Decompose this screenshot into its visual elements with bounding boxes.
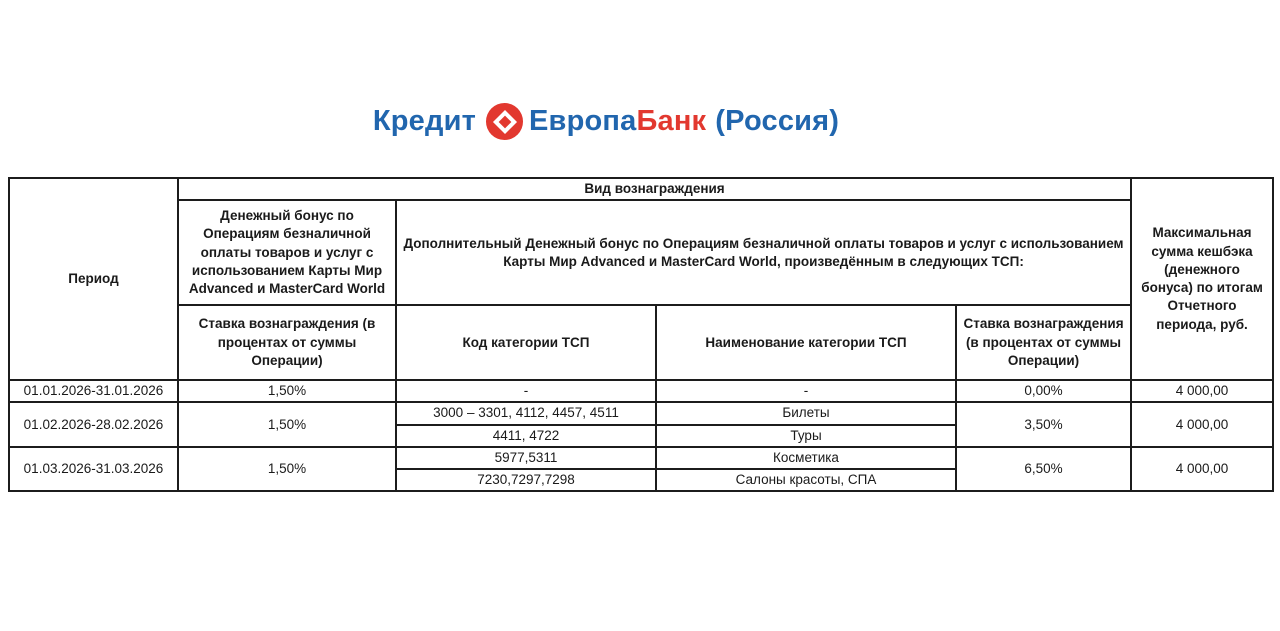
header-base-rate-cell: Ставка вознаграждения (в процентах от суммы Операции) <box>178 305 396 380</box>
header-additional-bonus-cell: Дополнительный Денежный бонус по Операциям безналичной оплаты товаров и услуг с использованием Карты Мир Advanced и MasterCard World, произведённым в следующих ТСП: <box>396 200 1131 305</box>
table-row-february <box>9 402 1273 424</box>
table-row-march <box>9 447 1273 469</box>
max-cashback-cell: 4 000,00 <box>1131 447 1273 491</box>
mcc-code-cell: 7230,7297,7298 <box>396 469 656 491</box>
header-period-cell: Период <box>9 178 178 380</box>
mcc-name-cell: Билеты <box>656 402 956 424</box>
max-cashback-cell: 4 000,00 <box>1131 402 1273 446</box>
header-mcc-name-cell: Наименование категории ТСП <box>656 305 956 380</box>
header-additional-rate-cell: Ставка вознаграждения (в процентах от суммы Операции) <box>956 305 1131 380</box>
period-cell: 01.01.2026-31.01.2026 <box>9 380 178 402</box>
diamond-in-circle-icon <box>486 103 523 140</box>
base-rate-cell: 1,50% <box>178 402 396 446</box>
logo-text-europa: Европа <box>529 105 637 137</box>
cashback-terms-table <box>8 177 1274 492</box>
logo-text-bank: Банк <box>636 105 707 137</box>
period-cell: 01.02.2026-28.02.2026 <box>9 402 178 446</box>
mcc-code-cell: 4411, 4722 <box>396 425 656 447</box>
mcc-code-cell: 5977,5311 <box>396 447 656 469</box>
mcc-name-cell: Туры <box>656 425 956 447</box>
logo-row <box>0 103 1280 140</box>
base-rate-cell: 1,50% <box>178 380 396 402</box>
base-rate-cell: 1,50% <box>178 447 396 491</box>
bank-logo <box>373 103 839 140</box>
mcc-name-cell: Салоны красоты, СПА <box>656 469 956 491</box>
header-row-3 <box>9 305 1273 380</box>
header-row-2 <box>9 200 1273 305</box>
header-reward-type-cell: Вид вознаграждения <box>178 178 1131 200</box>
additional-rate-cell: 6,50% <box>956 447 1131 491</box>
header-row-1 <box>9 178 1273 200</box>
header-base-bonus-cell: Денежный бонус по Операциям безналичной оплаты товаров и услуг с использованием Карты Мир Advanced и MasterCard World <box>178 200 396 305</box>
header-mcc-code-cell: Код категории ТСП <box>396 305 656 380</box>
additional-rate-cell: 0,00% <box>956 380 1131 402</box>
period-cell: 01.03.2026-31.03.2026 <box>9 447 178 491</box>
header-max-cashback-cell: Максимальная сумма кешбэка (денежного бонуса) по итогам Отчетного периода, руб. <box>1131 178 1273 380</box>
max-cashback-cell: 4 000,00 <box>1131 380 1273 402</box>
logo-text-russia: (Россия) <box>715 105 840 137</box>
mcc-code-cell: - <box>396 380 656 402</box>
table-row-january <box>9 380 1273 402</box>
additional-rate-cell: 3,50% <box>956 402 1131 446</box>
mcc-code-cell: 3000 – 3301, 4112, 4457, 4511 <box>396 402 656 424</box>
mcc-name-cell: - <box>656 380 956 402</box>
logo-text-kredit: Кредит <box>372 105 477 137</box>
mcc-name-cell: Косметика <box>656 447 956 469</box>
